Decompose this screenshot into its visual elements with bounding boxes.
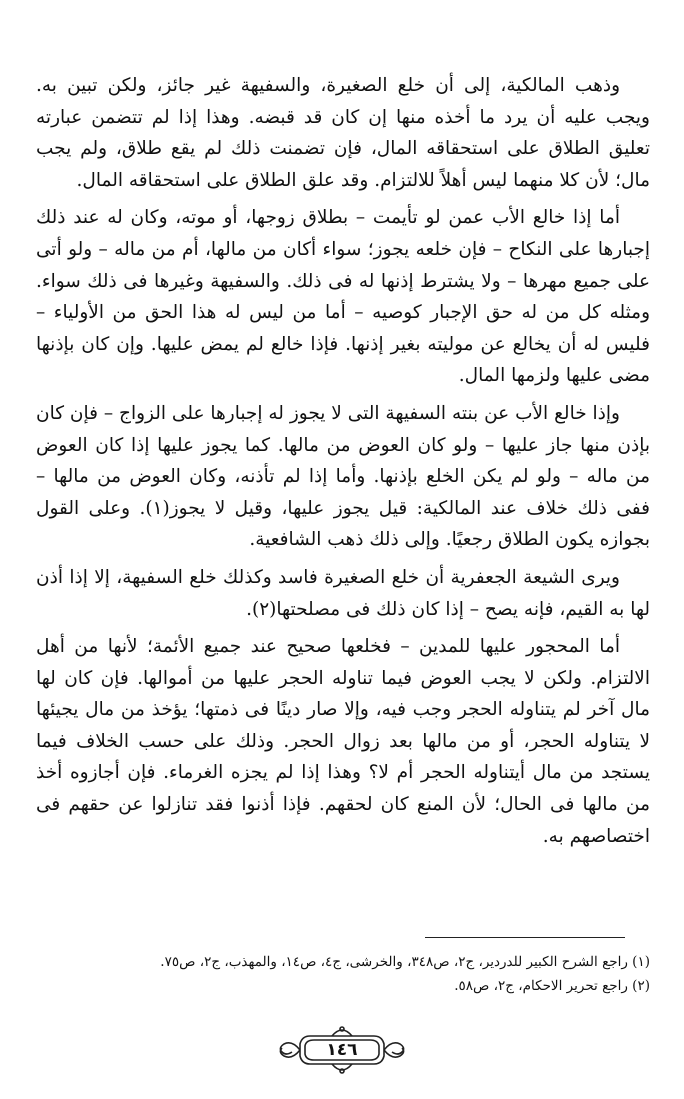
footnote-2: (٢) راجع تحرير الاحكام، ج٢، ص٥٨.: [454, 978, 650, 994]
paragraph-3: وإذا خالع الأب عن بنته السفيهة التى لا يجوز له إجبارها على الزواج – فإن كان بإذن منها جاز عليها – ولو كان العوض من مالها. كما يجوز عليها إذا كان العوض من ماله – ولو لم يكن الخلع بإذنها. وأما إذا لم تأذنه، وكان العوض من مالها – ففى ذلك خلاف عند المالكية: قيل يجوز عليها، وقيل لا يجوز(١). وعلى القول بجوازه يكون الطلاق رجعيًا. وإلى ذلك ذهب الشافعية.: [36, 402, 650, 551]
page-number: ١٤٦: [326, 1040, 358, 1060]
paragraph-2: أما إذا خالع الأب عمن لو تأيمت – بطلاق زوجها، أو موته، وكان له عند ذلك إجبارها على النكاح – فإن خلعه يجوز؛ سواء أكان من مالها، أم من ماله – ولو أتى على جميع مهرها – ولا يشترط إذنها له فى ذلك. والسفيهة وغيرها فى ذلك سواء. ومثله كل من له حق الإجبار كوصيه – أما من ليس له هذا الحق من الأولياء – فليس له أن يخالع عن موليته بغير إذنها. فإذا خالع لم يمض عليها. وإن كان بإذنها مضى عليها ولزمها المال.: [36, 207, 650, 387]
paragraph-5: أما المحجور عليها للمدين – فخلعها صحيح عند جميع الأئمة؛ لأنها من أهل الالتزام. ولكن لا يجب العوض فيما تناوله الحجر عليها من أموالها. فإن كان لها مال آخر لم يتناوله الحجر وجب فيه، وإلا صار دينًا فى ذمتها؛ يؤخذ من مال يجيئها لا يتناوله الحجر، أو من مالها بعد زوال الحجر. وذلك على حسب الخلاف فيما يستجد من مال أيتناوله الحجر أم لا؟ وهذا إذا لم يجزه الغرماء. فإن أجازوه أخذ من مالها فى الحال؛ لأن المنع كان لحقهم. فإذا أذنوا فقد تنازلوا عن حقهم فى اختصاصهم به.: [36, 636, 651, 847]
paragraph-1: وذهب المالكية، إلى أن خلع الصغيرة، والسفيهة غير جائز، ولكن تبين به. ويجب عليه أن يرد ما أخذه منها إن كان قد قبضه. وهذا إذا لم تتضمن عبارته تعليق الطلاق على استحقاقه المال، فإن تضمنت ذلك لم يقع طلاق، ولم يجب مال؛ لأن كلا منهما ليس أهلاً للالتزام. وقد علق الطلاق على استحقاقه المال.: [36, 75, 650, 191]
main-text: [36, 70, 650, 858]
footnote-separator: [425, 937, 625, 938]
footnotes: [36, 950, 650, 998]
paragraph-4: ويرى الشيعة الجعفرية أن خلع الصغيرة فاسد وكذلك خلع السفيهة، إلا إذا أذن لها به القيم، فإنه يصح – إذا كان ذلك فى مصلحتها(٢).: [36, 566, 650, 620]
page-number-ornament: [272, 1022, 412, 1078]
footnote-1: (١) راجع الشرح الكبير للدردير، ج٢، ص٣٤٨، والخرشى، ج٤، ص١٤، والمهذب، ج٢، ص٧٥.: [160, 954, 650, 970]
